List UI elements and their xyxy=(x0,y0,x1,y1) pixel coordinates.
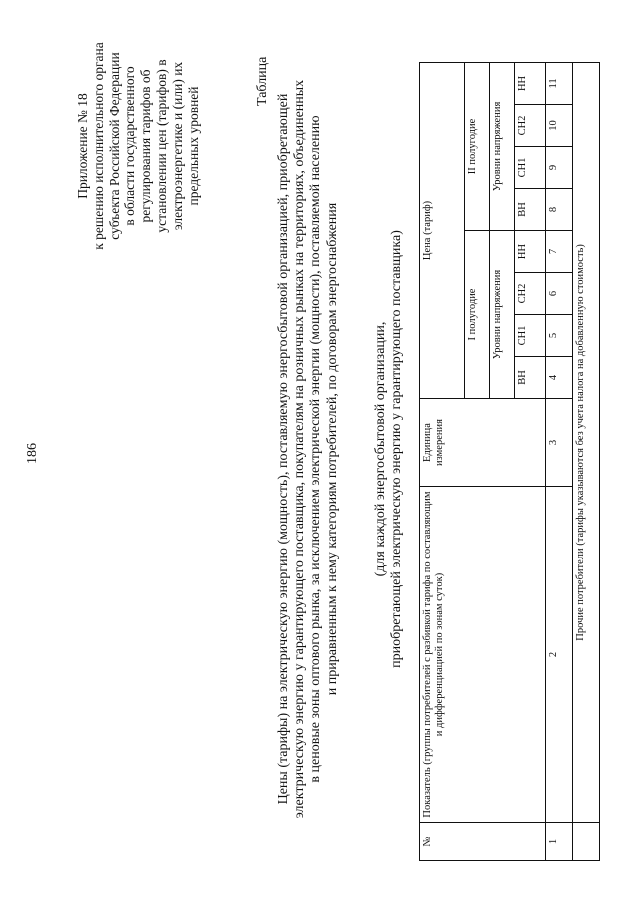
tariff-table xyxy=(419,62,600,861)
column-number: 5 xyxy=(546,315,573,357)
column-number: 2 xyxy=(546,487,573,823)
header-no: № xyxy=(420,823,546,861)
table-row xyxy=(573,62,600,860)
document-heading xyxy=(276,54,341,844)
level-cell: СН2 xyxy=(515,105,546,147)
heading-line: электрическую энергию у гарантирующего поставщика, покупателям на розничных рынках на территориях, объединенных xyxy=(292,79,308,819)
subheading-line: приобретающей электрическую энергию у гарантирующего поставщика) xyxy=(389,230,405,668)
header-half-2: II полугодие xyxy=(465,62,490,230)
appendix-line: электроэнергетике и (или) их xyxy=(169,61,185,231)
column-number: 8 xyxy=(546,189,573,231)
appendix-line: в области государственного xyxy=(122,66,138,226)
page-number: 186 xyxy=(25,443,40,464)
table-label: Таблица xyxy=(255,56,270,106)
level-cell: СН1 xyxy=(515,147,546,189)
subheading-line: (для каждой энергосбытовой организации, xyxy=(373,321,388,577)
header-price: Цена (тариф) xyxy=(420,62,465,398)
table-row xyxy=(546,62,573,860)
other-consumers-cell: Прочие потребители (тарифы указываются без учета налога на добавленную стоимость) xyxy=(573,62,600,822)
header-half-1: I полугодие xyxy=(465,231,490,399)
heading-line: Цены (тарифы) на электрическую энергию (мощность), поставляемую энергосбытовой организацией, приобретающей xyxy=(276,93,291,805)
header-voltage-levels: Уровни напряжения xyxy=(490,231,515,399)
column-number: 10 xyxy=(546,105,573,147)
level-cell: НН xyxy=(515,62,546,104)
level-cell: СН1 xyxy=(515,315,546,357)
empty-cell xyxy=(573,823,600,861)
appendix-line: Приложение № 18 xyxy=(75,93,90,199)
level-cell: НН xyxy=(515,231,546,273)
appendix-line: установлении цен (тарифов) в xyxy=(153,59,169,233)
column-number: 11 xyxy=(546,62,573,104)
heading-line: и приравненным к нему категориям потребителей, по договорам энергоснабжения xyxy=(324,202,340,696)
level-cell: ВН xyxy=(515,189,546,231)
header-voltage-levels: Уровни напряжения xyxy=(490,62,515,230)
row-number: 1 xyxy=(546,823,573,861)
column-number: 7 xyxy=(546,231,573,273)
column-number: 6 xyxy=(546,273,573,315)
column-number: 3 xyxy=(546,399,573,487)
header-unit: Единица измерения xyxy=(420,399,546,487)
level-cell: СН2 xyxy=(515,273,546,315)
document-subheading xyxy=(373,54,405,844)
appendix-line: к решению исполнительного органа xyxy=(90,42,106,250)
column-number: 4 xyxy=(546,357,573,399)
header-indicator: Показатель (группы потребителей с разбивкой тарифа по составляющим и дифференциацией по зонам суток) xyxy=(420,487,546,823)
column-number: 9 xyxy=(546,147,573,189)
appendix-block xyxy=(75,36,201,256)
level-cell: ВН xyxy=(515,357,546,399)
appendix-line: предельных уровней xyxy=(185,86,201,206)
heading-line: в ценовые зоны оптового рынка, за исключением электрической энергии (мощности), поставляемой населению xyxy=(308,115,324,783)
appendix-line: субъекта Российской Федерации xyxy=(106,52,122,240)
appendix-line: регулирования тарифов об xyxy=(138,69,154,223)
